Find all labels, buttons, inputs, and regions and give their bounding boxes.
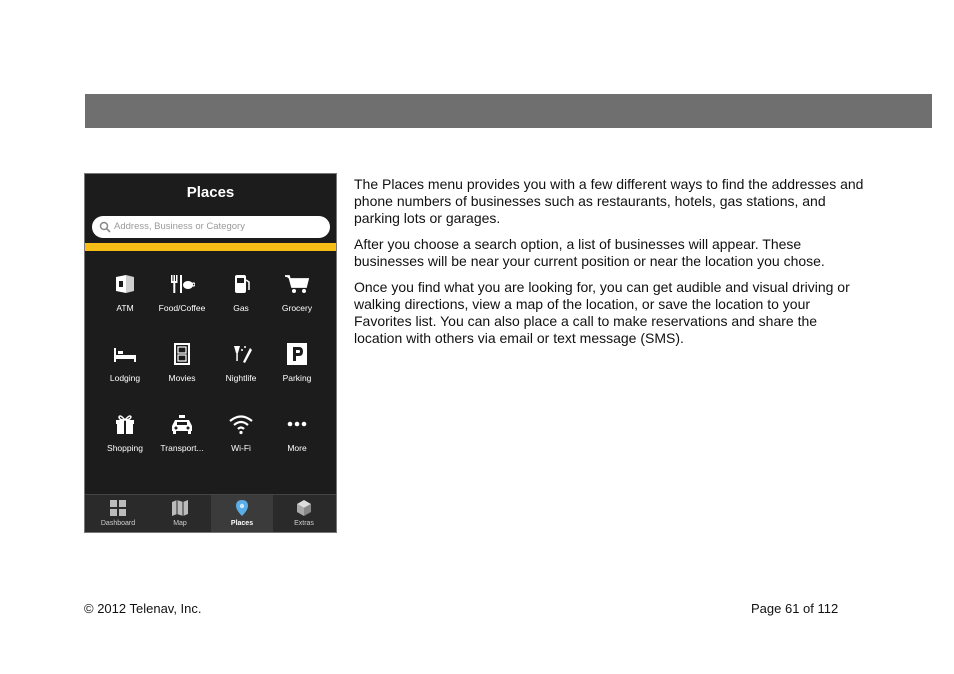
category-lodging[interactable]	[95, 334, 155, 394]
category-label: Gas	[233, 303, 249, 313]
tab-map[interactable]	[149, 495, 211, 533]
gas-pump-icon	[228, 272, 254, 296]
tab-dashboard[interactable]	[87, 495, 149, 533]
tab-label: Extras	[294, 520, 314, 527]
paragraph: After you choose a search option, a list of businesses will appear. These businesses will be near your current position or near the location you chose.	[354, 236, 825, 269]
category-shopping[interactable]	[95, 404, 155, 464]
category-label: Shopping	[107, 443, 143, 453]
places-title: Places	[186, 184, 235, 201]
dashboard-icon	[109, 499, 127, 517]
parking-icon	[284, 342, 310, 366]
footer-copyright: © 2012 Telenav, Inc.	[84, 601, 202, 616]
category-gas[interactable]	[211, 264, 271, 324]
gift-icon	[112, 412, 138, 436]
category-nightlife[interactable]	[211, 334, 271, 394]
paragraph: Once you find what you are looking for, you can get audible and visual driving or walking directions, view a map of the location, or save the location to your Favorites list. You can also place a call to make reservations and share the location with others via email or text message (SMS).	[354, 279, 850, 346]
phone-screenshot	[84, 173, 337, 533]
category-grocery[interactable]	[267, 264, 327, 324]
accent-bar	[85, 243, 336, 251]
tab-places[interactable]	[211, 495, 273, 533]
tab-bar	[85, 494, 336, 533]
footer-page-number: Page 61 of 112	[751, 601, 839, 616]
search-icon	[99, 221, 111, 233]
category-food-coffee[interactable]	[152, 264, 212, 324]
extras-cube-icon	[295, 499, 313, 517]
category-label: Nightlife	[225, 373, 257, 383]
category-label: Lodging	[109, 373, 141, 383]
category-label: Movies	[168, 373, 196, 383]
category-more[interactable]	[267, 404, 327, 464]
search-placeholder: Address, Business or Category	[114, 221, 245, 232]
category-label: Grocery	[281, 303, 313, 313]
category-movies[interactable]	[152, 334, 212, 394]
search-input[interactable]	[92, 216, 330, 238]
tab-label: Places	[230, 520, 254, 527]
category-transport[interactable]	[152, 404, 212, 464]
body-text	[354, 176, 869, 356]
category-label: More	[287, 443, 307, 453]
more-dots-icon	[284, 412, 310, 436]
category-label: ATM	[116, 303, 134, 313]
category-label: Parking	[282, 373, 312, 383]
food-coffee-icon	[169, 272, 195, 296]
map-icon	[171, 499, 189, 517]
category-wifi[interactable]	[211, 404, 271, 464]
tab-label: Map	[173, 520, 187, 527]
category-parking[interactable]	[267, 334, 327, 394]
tab-label: Dashboard	[100, 520, 136, 527]
taxi-icon	[169, 412, 195, 436]
tab-extras[interactable]	[273, 495, 335, 533]
bed-icon	[112, 342, 138, 366]
category-label: Food/Coffee	[158, 303, 206, 313]
category-label: Transport...	[160, 443, 204, 453]
wifi-icon	[228, 412, 254, 436]
header-bar	[85, 94, 932, 128]
paragraph: The Places menu provides you with a few different ways to find the addresses and phone numbers of businesses such as restaurants, hotels, gas stations, and parking lots or garages.	[354, 176, 864, 226]
category-label: Wi-Fi	[231, 443, 251, 453]
film-icon	[169, 342, 195, 366]
shopping-cart-icon	[284, 272, 310, 296]
nightlife-icon	[228, 342, 254, 366]
category-atm[interactable]	[95, 264, 155, 324]
atm-icon	[112, 272, 138, 296]
places-pin-icon	[233, 499, 251, 517]
